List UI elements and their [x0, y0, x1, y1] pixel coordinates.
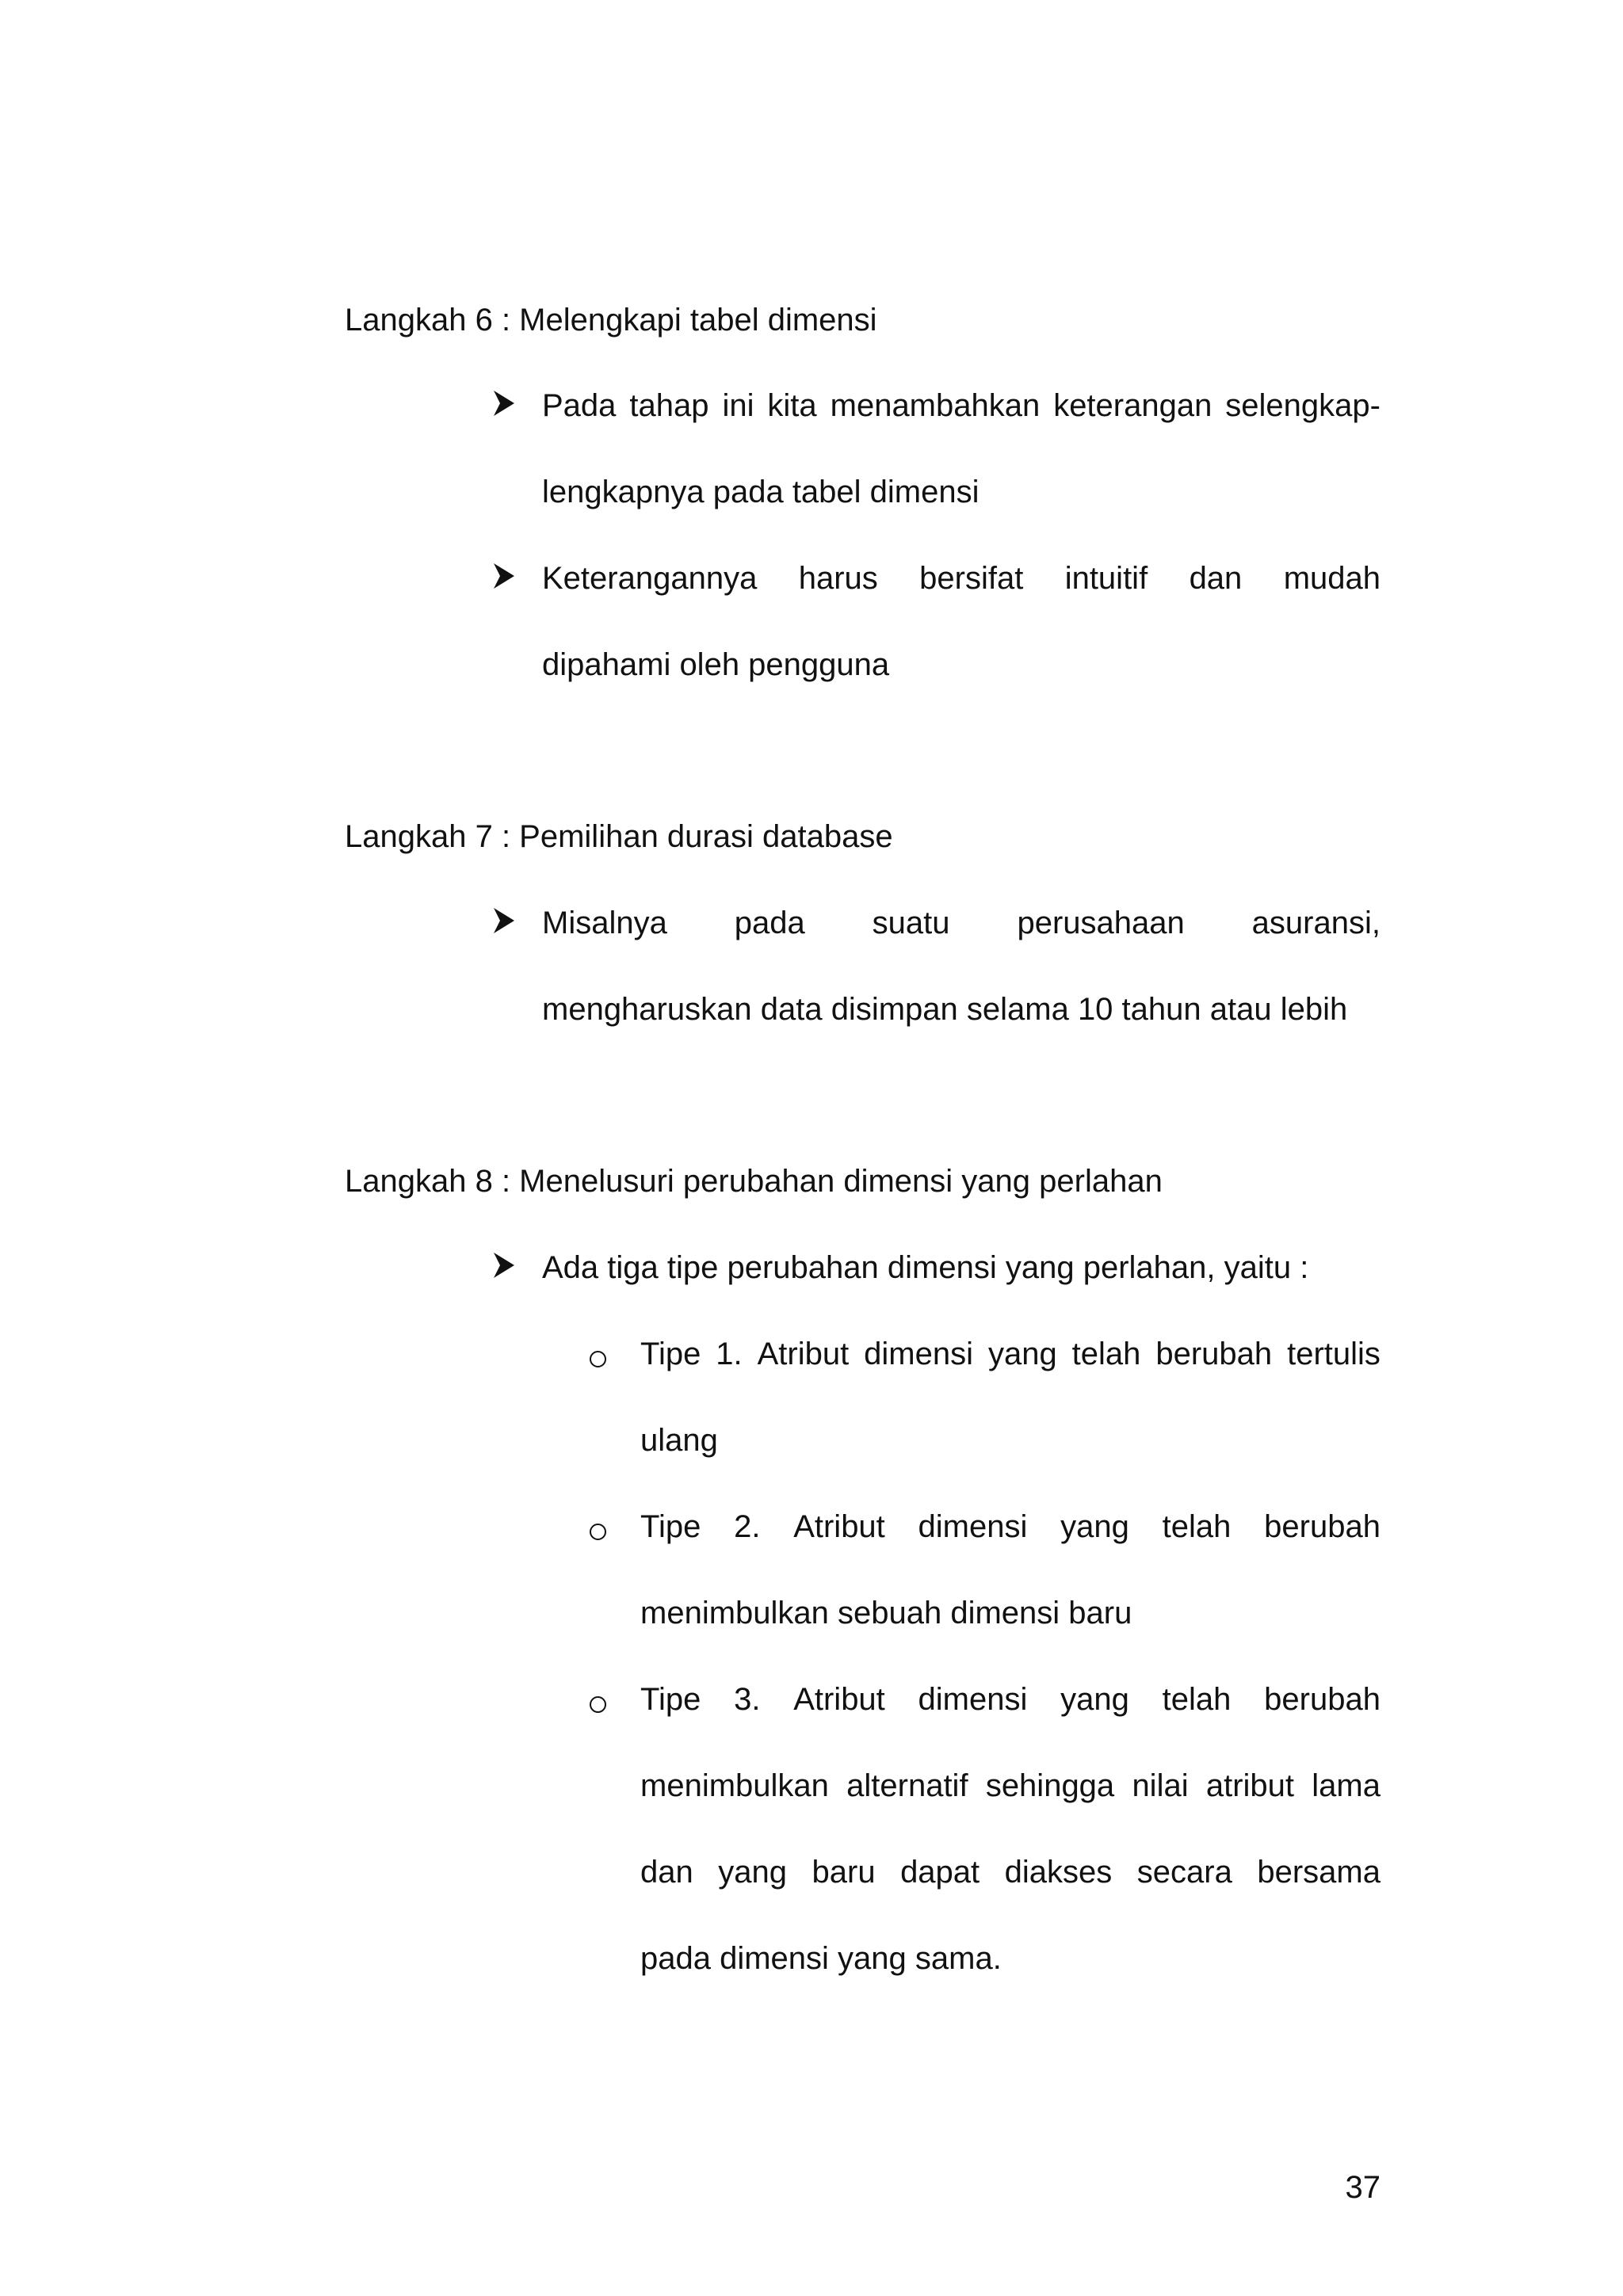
- type-1-line-1: Tipe 1. Atribut dimensi yang telah berubah tertulis: [640, 1337, 1381, 1371]
- type-3-line-3: dan yang baru dapat diakses secara bersama: [640, 1855, 1381, 1890]
- step-6-heading: Langkah 6 : Melengkapi tabel dimensi: [345, 303, 877, 338]
- step-8-heading: Langkah 8 : Menelusuri perubahan dimensi yang perlahan: [345, 1164, 1163, 1199]
- type-2-line-2: menimbulkan sebuah dimensi baru: [640, 1596, 1132, 1630]
- hollow-circle-bullet-icon: [590, 1696, 606, 1713]
- hollow-circle-bullet-icon: [590, 1351, 606, 1367]
- arrowhead-bullet-icon: [492, 562, 516, 590]
- type-2-line-1: Tipe 2. Atribut dimensi yang telah berubah: [640, 1509, 1381, 1544]
- type-1-line-2: ulang: [640, 1423, 718, 1458]
- hollow-circle-bullet-icon: [590, 1524, 606, 1540]
- step-6-bullet-1-line-2: lengkapnya pada tabel dimensi: [542, 475, 980, 509]
- step-7-bullet-1-line-2: mengharuskan data disimpan selama 10 tahun atau lebih: [542, 992, 1348, 1027]
- arrowhead-bullet-icon: [492, 906, 516, 935]
- step-7-bullet-1-line-1: Misalnya pada suatu perusahaan asuransi,: [542, 906, 1381, 940]
- page-number: 37: [1345, 2170, 1381, 2205]
- step-6-bullet-1-line-1: Pada tahap ini kita menambahkan keterangan selengkap-: [542, 388, 1381, 423]
- arrowhead-bullet-icon: [492, 389, 516, 418]
- type-3-line-1: Tipe 3. Atribut dimensi yang telah berubah: [640, 1682, 1381, 1717]
- type-3-line-4: pada dimensi yang sama.: [640, 1941, 1002, 1976]
- step-6-bullet-2-line-2: dipahami oleh pengguna: [542, 647, 890, 682]
- arrowhead-bullet-icon: [492, 1251, 516, 1280]
- type-3-line-2: menimbulkan alternatif sehingga nilai atribut lama: [640, 1768, 1381, 1803]
- step-8-bullet-1-line: Ada tiga tipe perubahan dimensi yang perlahan, yaitu :: [542, 1250, 1309, 1285]
- step-6-bullet-2-line-1: Keterangannya harus bersifat intuitif dan mudah: [542, 561, 1381, 596]
- step-7-heading: Langkah 7 : Pemilihan durasi database: [345, 819, 893, 854]
